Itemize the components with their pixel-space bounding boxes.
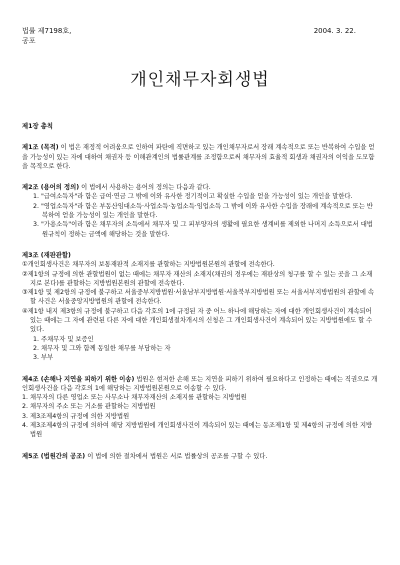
article-2 [22, 183, 378, 239]
paragraph: ③제1항 및 제2항의 규정에 불구하고 서울중부지방법원·서울남부지방법원·서울북부지방법원 또는 서울서부지방법원의 관할에 속할 사건은 서울중앙지방법원의 관할에 전속한다. [22, 289, 374, 306]
article-text: 이 법에 의한 절차에서 법원은 서로 법률상의 공조를 구할 수 있다. [85, 452, 268, 460]
list-item: 2. 채무자의 주소 또는 거소를 관할하는 지방법원 [22, 403, 156, 411]
article-heading: 제4조 (손해나 지연을 피하기 위한 이송) [22, 375, 135, 383]
article-3 [22, 251, 378, 363]
law-number: 법률 제7198호, [22, 27, 72, 35]
list-item: 1. 채무자의 다른 영업소 또는 사무소나 채무자재산의 소재지를 관할하는 지방법원 [22, 394, 247, 402]
article-text: 이 법에서 사용하는 용어의 정의는 다음과 같다. [79, 184, 211, 192]
list-item: 1. 주채무자 및 보증인 [33, 335, 94, 343]
promulgation-date: 2004. 3. 22. [313, 27, 356, 35]
article-text: 법원은 현저한 손해 또는 지연을 피하기 위하여 필요하다고 인정하는 때에는 직권으로 개인회생사건을 다음 각호의 1에 해당하는 지방법원본원으로 이송할 수 있다. [22, 375, 378, 392]
list-item: 2. 채무자 및 그와 함께 동일한 채무를 부담하는 자 [33, 344, 171, 352]
article-text: 이 법은 재정적 어려움으로 인하여 파탄에 직면하고 있는 개인채무자로서 장래 계속적으로 또는 반복하여 수입을 얻을 가능성이 있는 자에 대하여 채권자 등 이해관계인의 법률관계를 조정함으로써 채무자의 효율적 회생과 채권자의 이익을 도모함을 목적으로 한다. [22, 144, 375, 170]
promulgation-label: 공포 [22, 37, 36, 45]
article-4 [22, 375, 378, 440]
article-1 [22, 143, 378, 171]
paragraph: ②제1항의 규정에 의한 관할법원이 없는 때에는 채무자 재산의 소재지(채권의 경우에는 재판상의 청구를 할 수 있는 곳을 그 소재지로 본다)를 관할하는 지방법원본원의 관할에 전속한다. [22, 270, 373, 287]
document-header [22, 26, 378, 46]
list-item: 3. 제3조제4항의 규정에 의한 지방법원 [22, 412, 130, 420]
article-heading: 제5조 (법원간의 공조) [22, 452, 86, 460]
law-title: 개인채무자회생법 [130, 70, 270, 90]
paragraph: ①개인회생사건은 채무자의 보통재판적 소재지를 관할하는 지방법원본원의 관할에 전속한다. [22, 261, 275, 269]
paragraph: ④제1항 내지 제3항의 규정에 불구하고 다음 각호의 1에 규정된 자 중 어느 하나에 해당하는 자에 대한 개인회생사건이 계속되어 있는 때에는 그 자에 관련된 다른 자에 대한 개인회생절차개시의 신청은 그 개인회생사건이 계속되어 있는 지방법원에도 할 수 있다. [22, 307, 373, 334]
article-heading: 제1조 (목적) [22, 144, 59, 152]
chapter-heading: 제1장 총칙 [22, 123, 53, 130]
list-item: 1. "급여소득자"라 함은 급여·연금 그 밖에 이와 유사한 정기적이고 확실한 수입을 얻을 가능성이 있는 개인을 말한다. [33, 193, 353, 201]
list-item: 3. "가용소득"이라 함은 채무자의 소득에서 채무자 및 그 피부양자의 생활에 필요한 생계비를 제외한 나머지 소득으로서 대법원규칙이 정하는 금액에 해당하는 것을 말한다. [33, 221, 373, 238]
article-heading: 제3조 (재판관할) [22, 251, 71, 259]
list-item: 3. 부부 [33, 354, 54, 362]
article-5 [22, 452, 378, 461]
list-item: 2. "영업소득자"라 함은 부동산임대소득·사업소득·농업소득·임업소득 그 밖에 이와 유사한 수입을 장래에 계속적으로 또는 반복하여 얻을 가능성이 있는 개인을 말한다. [33, 202, 373, 220]
article-heading: 제2조 (용어의 정의) [22, 184, 80, 192]
list-item: 4. 제3조제4항의 규정에 의하여 해당 지방법원에 개인회생사건이 계속되어 있는 때에는 동조제1항 및 제4항의 규정에 의한 지방법원 [22, 422, 373, 439]
law-body [22, 122, 378, 473]
